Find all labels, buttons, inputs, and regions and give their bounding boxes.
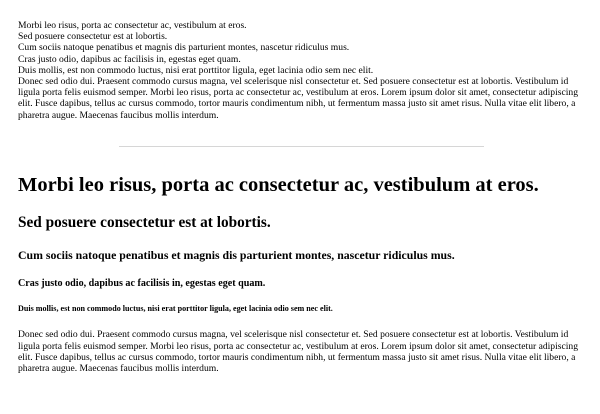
heading-level-2: Sed posuere consectetur est at lobortis. bbox=[18, 214, 271, 232]
horizontal-divider bbox=[119, 146, 484, 147]
heading-level-4: Cras justo odio, dapibus ac facilisis in, egestas eget quam. bbox=[18, 277, 266, 289]
plain-text-block bbox=[18, 20, 584, 121]
plain-paragraph: Donec sed odio dui. Praesent commodo cursus magna, vel scelerisque nisl consectetur et. Sed posuere consectetur est at lobortis. Vestibulum id ligula porta felis euismod semper. Morbi leo risus, porta ac consectetur ac, vestibulum at eros. Lorem ipsum dolor sit amet, consectetur adipiscing elit. Fusce dapibus, tellus ac cursus commodo, tortor mauris condimentum nibh, ut fermentum massa justo sit amet risus. Nulla vitae elit libero, a pharetra augue. Maecenas faucibus mollis interdum. bbox=[18, 76, 579, 121]
plain-line-2: Sed posuere consectetur est at lobortis. bbox=[18, 31, 168, 43]
plain-line-4: Cras justo odio, dapibus ac facilisis in, egestas eget quam. bbox=[18, 53, 241, 65]
plain-line-1: Morbi leo risus, porta ac consectetur ac, vestibulum at eros. bbox=[18, 20, 247, 31]
body-text-block bbox=[18, 329, 584, 374]
heading-level-1: Morbi leo risus, porta ac consectetur ac, vestibulum at eros. bbox=[18, 173, 539, 196]
plain-line-5: Duis mollis, est non commodo luctus, nisi erat porttitor ligula, eget lacinia odio sem nec elit. bbox=[18, 64, 374, 76]
body-paragraph: Donec sed odio dui. Praesent commodo cursus magna, vel scelerisque nisl consectetur et. Sed posuere consectetur est at lobortis. Vestibulum id ligula porta felis euismod semper. Morbi leo risus, porta ac consectetur ac, vestibulum at eros. Lorem ipsum dolor sit amet, consectetur adipiscing elit. Fusce dapibus, tellus ac cursus commodo, tortor mauris condimentum nibh, ut fermentum massa justo sit amet risus. Nulla vitae elit libero, a pharetra augue. Maecenas faucibus mollis interdum. bbox=[18, 329, 579, 375]
page-content bbox=[18, 20, 584, 374]
heading-level-3: Cum sociis natoque penatibus et magnis dis parturient montes, nascetur ridiculus mus. bbox=[18, 247, 455, 262]
plain-line-3: Cum sociis natoque penatibus et magnis dis parturient montes, nascetur ridiculus mus. bbox=[18, 42, 350, 54]
heading-level-5: Duis mollis, est non commodo luctus, nisi erat porttitor ligula, eget lacinia odio sem nec elit. bbox=[18, 304, 333, 314]
